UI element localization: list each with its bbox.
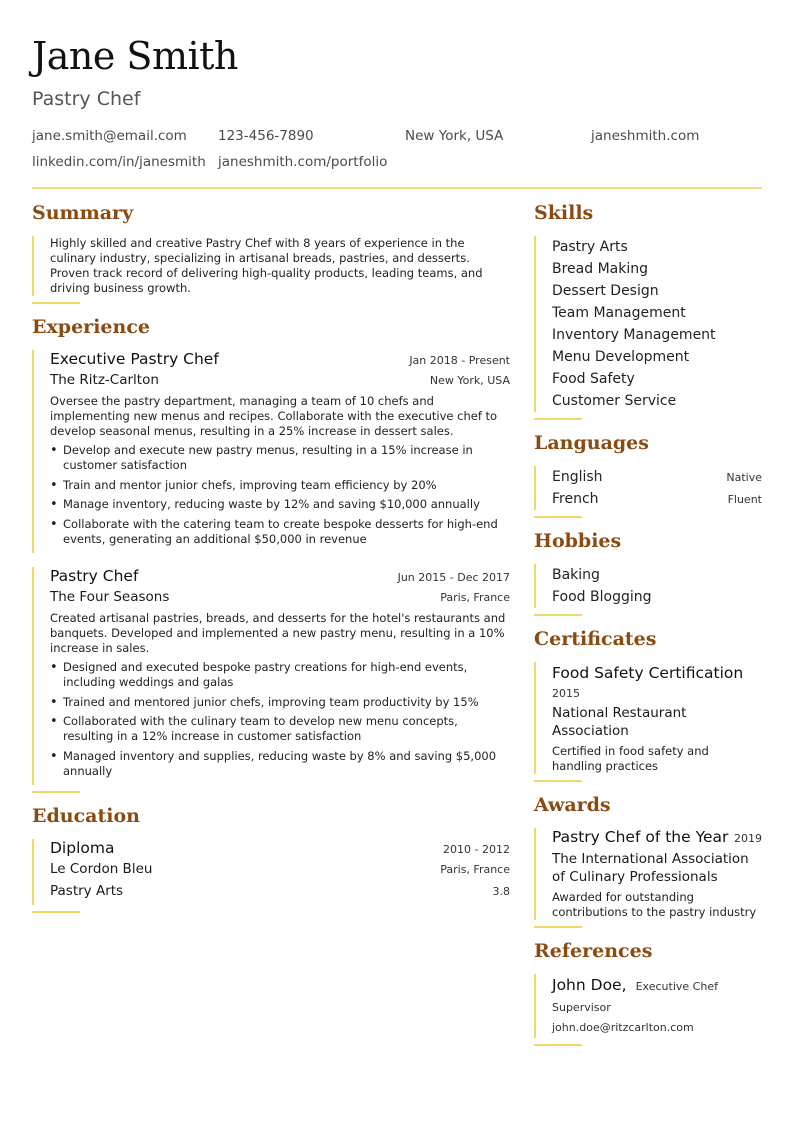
skill-item: Pastry Arts	[552, 239, 628, 255]
skill-item: Customer Service	[552, 393, 677, 409]
education-body	[32, 839, 510, 905]
job-bullets	[50, 660, 510, 779]
linkedin-link[interactable]: linkedin.com/in/janesmith	[32, 154, 206, 170]
education-gpa: 3.8	[492, 885, 510, 898]
education-degree: Diploma	[50, 839, 115, 857]
job-header	[50, 567, 510, 589]
job-bullet: • Develop and execute new pastry menus, resulting in a 15% increase in customer satisfaction	[63, 443, 510, 473]
job-bullet: • Train and mentor junior chefs, improving team efficiency by 20%	[63, 478, 510, 493]
section-divider	[534, 780, 582, 782]
website-link[interactable]: janeshmith.com	[591, 128, 700, 144]
certificates-section	[534, 626, 762, 782]
education-heading: Education	[32, 805, 140, 827]
summary-section	[32, 200, 510, 304]
section-divider	[534, 418, 582, 420]
job-subheader	[50, 372, 510, 394]
job-header	[50, 350, 510, 372]
header-divider	[32, 187, 762, 189]
education-field-row	[50, 883, 510, 905]
reference-header	[552, 974, 762, 998]
experience-entry	[32, 350, 510, 553]
job-subheader	[50, 589, 510, 611]
left-column	[32, 200, 510, 923]
job-description: Oversee the pastry department, managing a team of 10 chefs and implementing new menus and recipes. Collaborate with the executive chef to develop seasonal menus, resulting in a 25% increase in dessert sales.	[50, 394, 498, 438]
experience-heading: Experience	[32, 316, 150, 338]
section-divider	[534, 516, 582, 518]
job-description: Created artisanal pastries, breads, and desserts for the hotel's restaurants and banquets. Developed and implemented a new pastry menu, resulting in a 10% increase in sales.	[50, 611, 506, 655]
phone-text: 123-456-7890	[218, 128, 314, 144]
reference-relation: Supervisor	[552, 1001, 611, 1014]
language-item	[552, 466, 762, 488]
certificate-issuer: National Restaurant Association	[552, 705, 687, 739]
hobby-item: Baking	[552, 567, 600, 583]
job-bullet: • Trained and mentored junior chefs, improving team productivity by 15%	[63, 695, 510, 710]
reference-name: John Doe,	[552, 976, 627, 994]
portfolio-link[interactable]: janeshmith.com/portfolio	[218, 154, 388, 170]
skill-item: Bread Making	[552, 261, 648, 277]
languages-section	[534, 430, 762, 518]
education-school: Le Cordon Bleu	[50, 861, 153, 877]
job-role: Pastry Chef	[50, 567, 139, 585]
certificate-description: Certified in food safety and handling practices	[552, 744, 709, 773]
job-bullet: • Collaborated with the culinary team to develop new menu concepts, resulting in a 12% increase in customer satisfaction	[63, 714, 510, 744]
experience-body	[32, 350, 510, 785]
award-issuer: The International Association of Culinary Professionals	[552, 851, 749, 885]
section-divider	[534, 1044, 582, 1046]
languages-heading: Languages	[534, 432, 649, 454]
section-divider	[32, 911, 80, 913]
reference-email[interactable]: john.doe@ritzcarlton.com	[552, 1021, 694, 1034]
job-bullets	[50, 443, 510, 547]
skill-item: Team Management	[552, 305, 686, 321]
summary-text: Highly skilled and creative Pastry Chef with 8 years of experience in the culinary industry, specializing in artisanal breads, pastries, and desserts. Proven track record of delivering high-quality products, leading teams, and driving business growth.	[50, 236, 483, 295]
skills-heading: Skills	[534, 202, 594, 224]
job-bullet: • Designed and executed bespoke pastry creations for high-end events, including weddings and galas	[63, 660, 510, 690]
section-divider	[32, 791, 80, 793]
reference-position: Executive Chef	[635, 980, 718, 993]
language-name: English	[552, 469, 603, 485]
references-heading: References	[534, 940, 653, 962]
job-bullet: • Collaborate with the catering team to create bespoke desserts for high-end events, generating an additional $50,000 in revenue	[63, 517, 510, 547]
certificate-year: 2015	[552, 687, 580, 700]
candidate-name: Jane Smith	[32, 34, 238, 78]
award-header	[552, 828, 762, 850]
references-section	[534, 938, 762, 1046]
job-role: Executive Pastry Chef	[50, 350, 219, 368]
hobbies-section	[534, 528, 762, 616]
education-header	[50, 839, 510, 861]
languages-body	[534, 466, 762, 510]
location-text: New York, USA	[405, 128, 504, 144]
language-level: Native	[726, 471, 762, 484]
job-company: The Four Seasons	[50, 589, 170, 605]
education-section	[32, 803, 510, 913]
language-name: French	[552, 491, 599, 507]
skills-body	[534, 236, 762, 412]
awards-section	[534, 792, 762, 928]
references-body	[534, 974, 762, 1038]
language-level: Fluent	[727, 493, 762, 506]
hobby-item: Food Blogging	[552, 589, 652, 605]
skill-item: Inventory Management	[552, 327, 716, 343]
right-column	[534, 200, 762, 1056]
section-divider	[32, 302, 80, 304]
section-divider	[534, 614, 582, 616]
education-field: Pastry Arts	[50, 883, 124, 899]
candidate-title: Pastry Chef	[32, 88, 141, 110]
experience-entry	[32, 567, 510, 785]
awards-heading: Awards	[534, 794, 611, 816]
section-divider	[534, 926, 582, 928]
certificates-heading: Certificates	[534, 628, 657, 650]
education-dates: 2010 - 2012	[443, 843, 510, 856]
skill-item: Food Safety	[552, 371, 635, 387]
language-item	[552, 488, 762, 510]
hobbies-body	[534, 564, 762, 608]
award-description: Awarded for outstanding contributions to the pastry industry	[552, 890, 757, 919]
certificate-name: Food Safety Certification	[552, 664, 744, 682]
hobbies-heading: Hobbies	[534, 530, 622, 552]
education-location: Paris, France	[440, 863, 510, 876]
experience-section	[32, 314, 510, 793]
skills-section	[534, 200, 762, 420]
awards-body	[534, 828, 762, 920]
skill-item: Dessert Design	[552, 283, 659, 299]
summary-heading: Summary	[32, 202, 134, 224]
job-location: New York, USA	[429, 374, 510, 387]
summary-body	[32, 236, 510, 296]
email-link[interactable]: jane.smith@email.com	[32, 128, 187, 144]
education-school-row	[50, 861, 510, 883]
job-dates: Jun 2015 - Dec 2017	[397, 571, 510, 584]
job-dates: Jan 2018 - Present	[409, 354, 510, 367]
job-location: Paris, France	[440, 591, 510, 604]
job-company: The Ritz-Carlton	[50, 372, 159, 388]
job-bullet: • Managed inventory and supplies, reducing waste by 8% and saving $5,000 annually	[63, 749, 510, 779]
job-bullet: • Manage inventory, reducing waste by 12% and saving $10,000 annually	[63, 497, 510, 512]
award-year: 2019	[734, 832, 762, 845]
award-name: Pastry Chef of the Year	[552, 828, 729, 846]
skill-item: Menu Development	[552, 349, 690, 365]
certificates-body	[534, 662, 762, 774]
